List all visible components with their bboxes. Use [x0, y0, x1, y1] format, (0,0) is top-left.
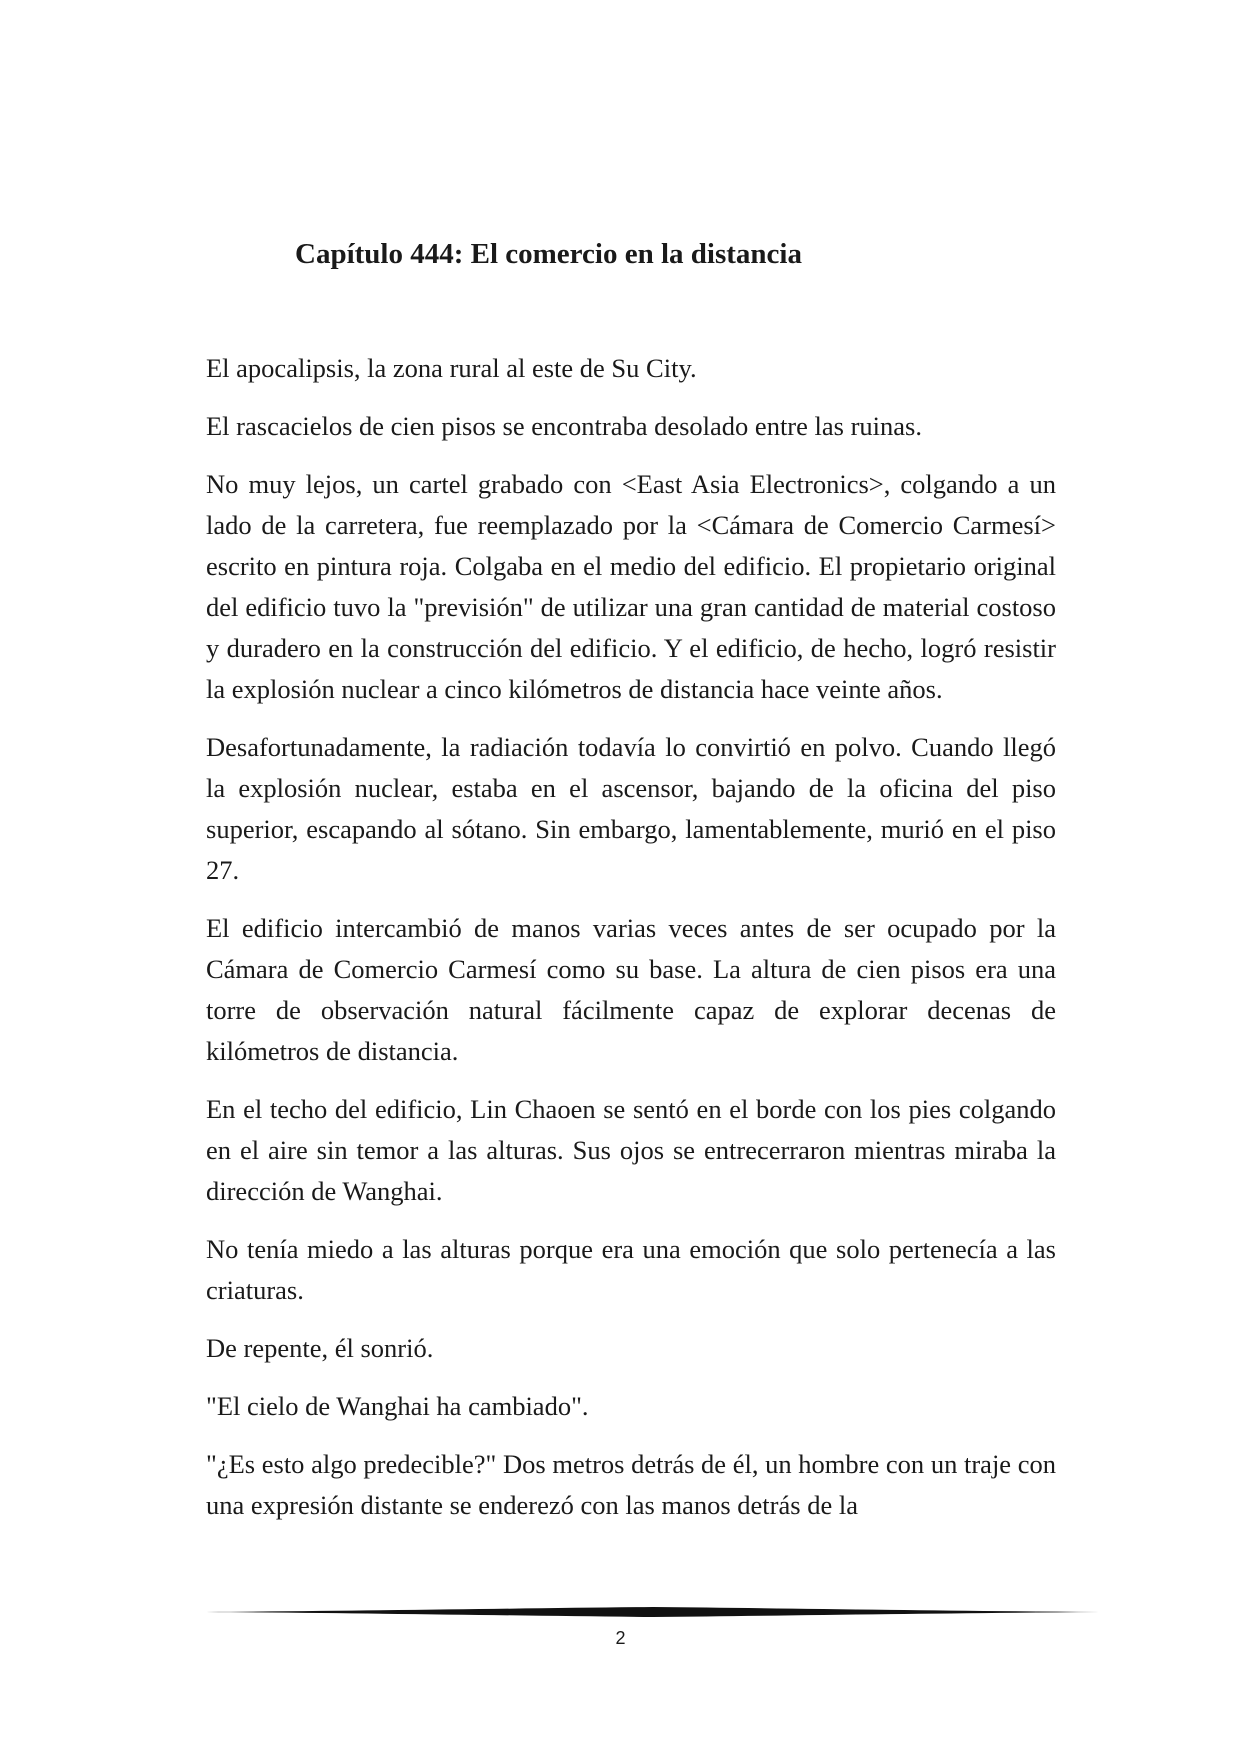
footer-divider — [206, 1604, 1100, 1620]
paragraph: El edificio intercambió de manos varias veces antes de ser ocupado por la Cámara de Comercio Carmesí como su base. La altura de cien pisos era una torre de observación natural fácilmente capaz de explorar decenas de kilómetros de distancia. — [206, 913, 1056, 1066]
chapter-title: Capítulo 444: El comercio en la distancia — [295, 238, 802, 270]
page-number: 2 — [615, 1628, 626, 1648]
chapter-body — [206, 348, 1056, 1543]
paragraph: "¿Es esto algo predecible?" Dos metros detrás de él, un hombre con un traje con una expresión distante se enderezó con las manos detrás de la — [206, 1449, 1056, 1520]
paragraph: En el techo del edificio, Lin Chaoen se sentó en el borde con los pies colgando en el aire sin temor a las alturas. Sus ojos se entrecerraron mientras miraba la dirección de Wanghai. — [206, 1094, 1056, 1206]
paragraph: "El cielo de Wanghai ha cambiado". — [206, 1391, 589, 1421]
paragraph: No tenía miedo a las alturas porque era una emoción que solo pertenecía a las criaturas. — [206, 1234, 1056, 1305]
paragraph: No muy lejos, un cartel grabado con <East Asia Electronics>, colgando a un lado de la carretera, fue reemplazado por la <Cámara de Comercio Carmesí> escrito en pintura roja. Colgaba en el medio del edificio. El propietario original del edificio tuvo la "previsión" de utilizar una gran cantidad de material costoso y duradero en la construcción del edificio. Y el edificio, de hecho, logró resistir la explosión nuclear a cinco kilómetros de distancia hace veinte años. — [206, 469, 1056, 704]
paragraph: De repente, él sonrió. — [206, 1333, 434, 1363]
paragraph: El rascacielos de cien pisos se encontraba desolado entre las ruinas. — [206, 411, 922, 441]
paragraph: Desafortunadamente, la radiación todavía lo convirtió en polvo. Cuando llegó la explosión nuclear, estaba en el ascensor, bajando de la oficina del piso superior, escapando al sótano. Sin embargo, lamentablemente, murió en el piso 27. — [206, 732, 1056, 885]
paragraph: El apocalipsis, la zona rural al este de Su City. — [206, 353, 697, 383]
